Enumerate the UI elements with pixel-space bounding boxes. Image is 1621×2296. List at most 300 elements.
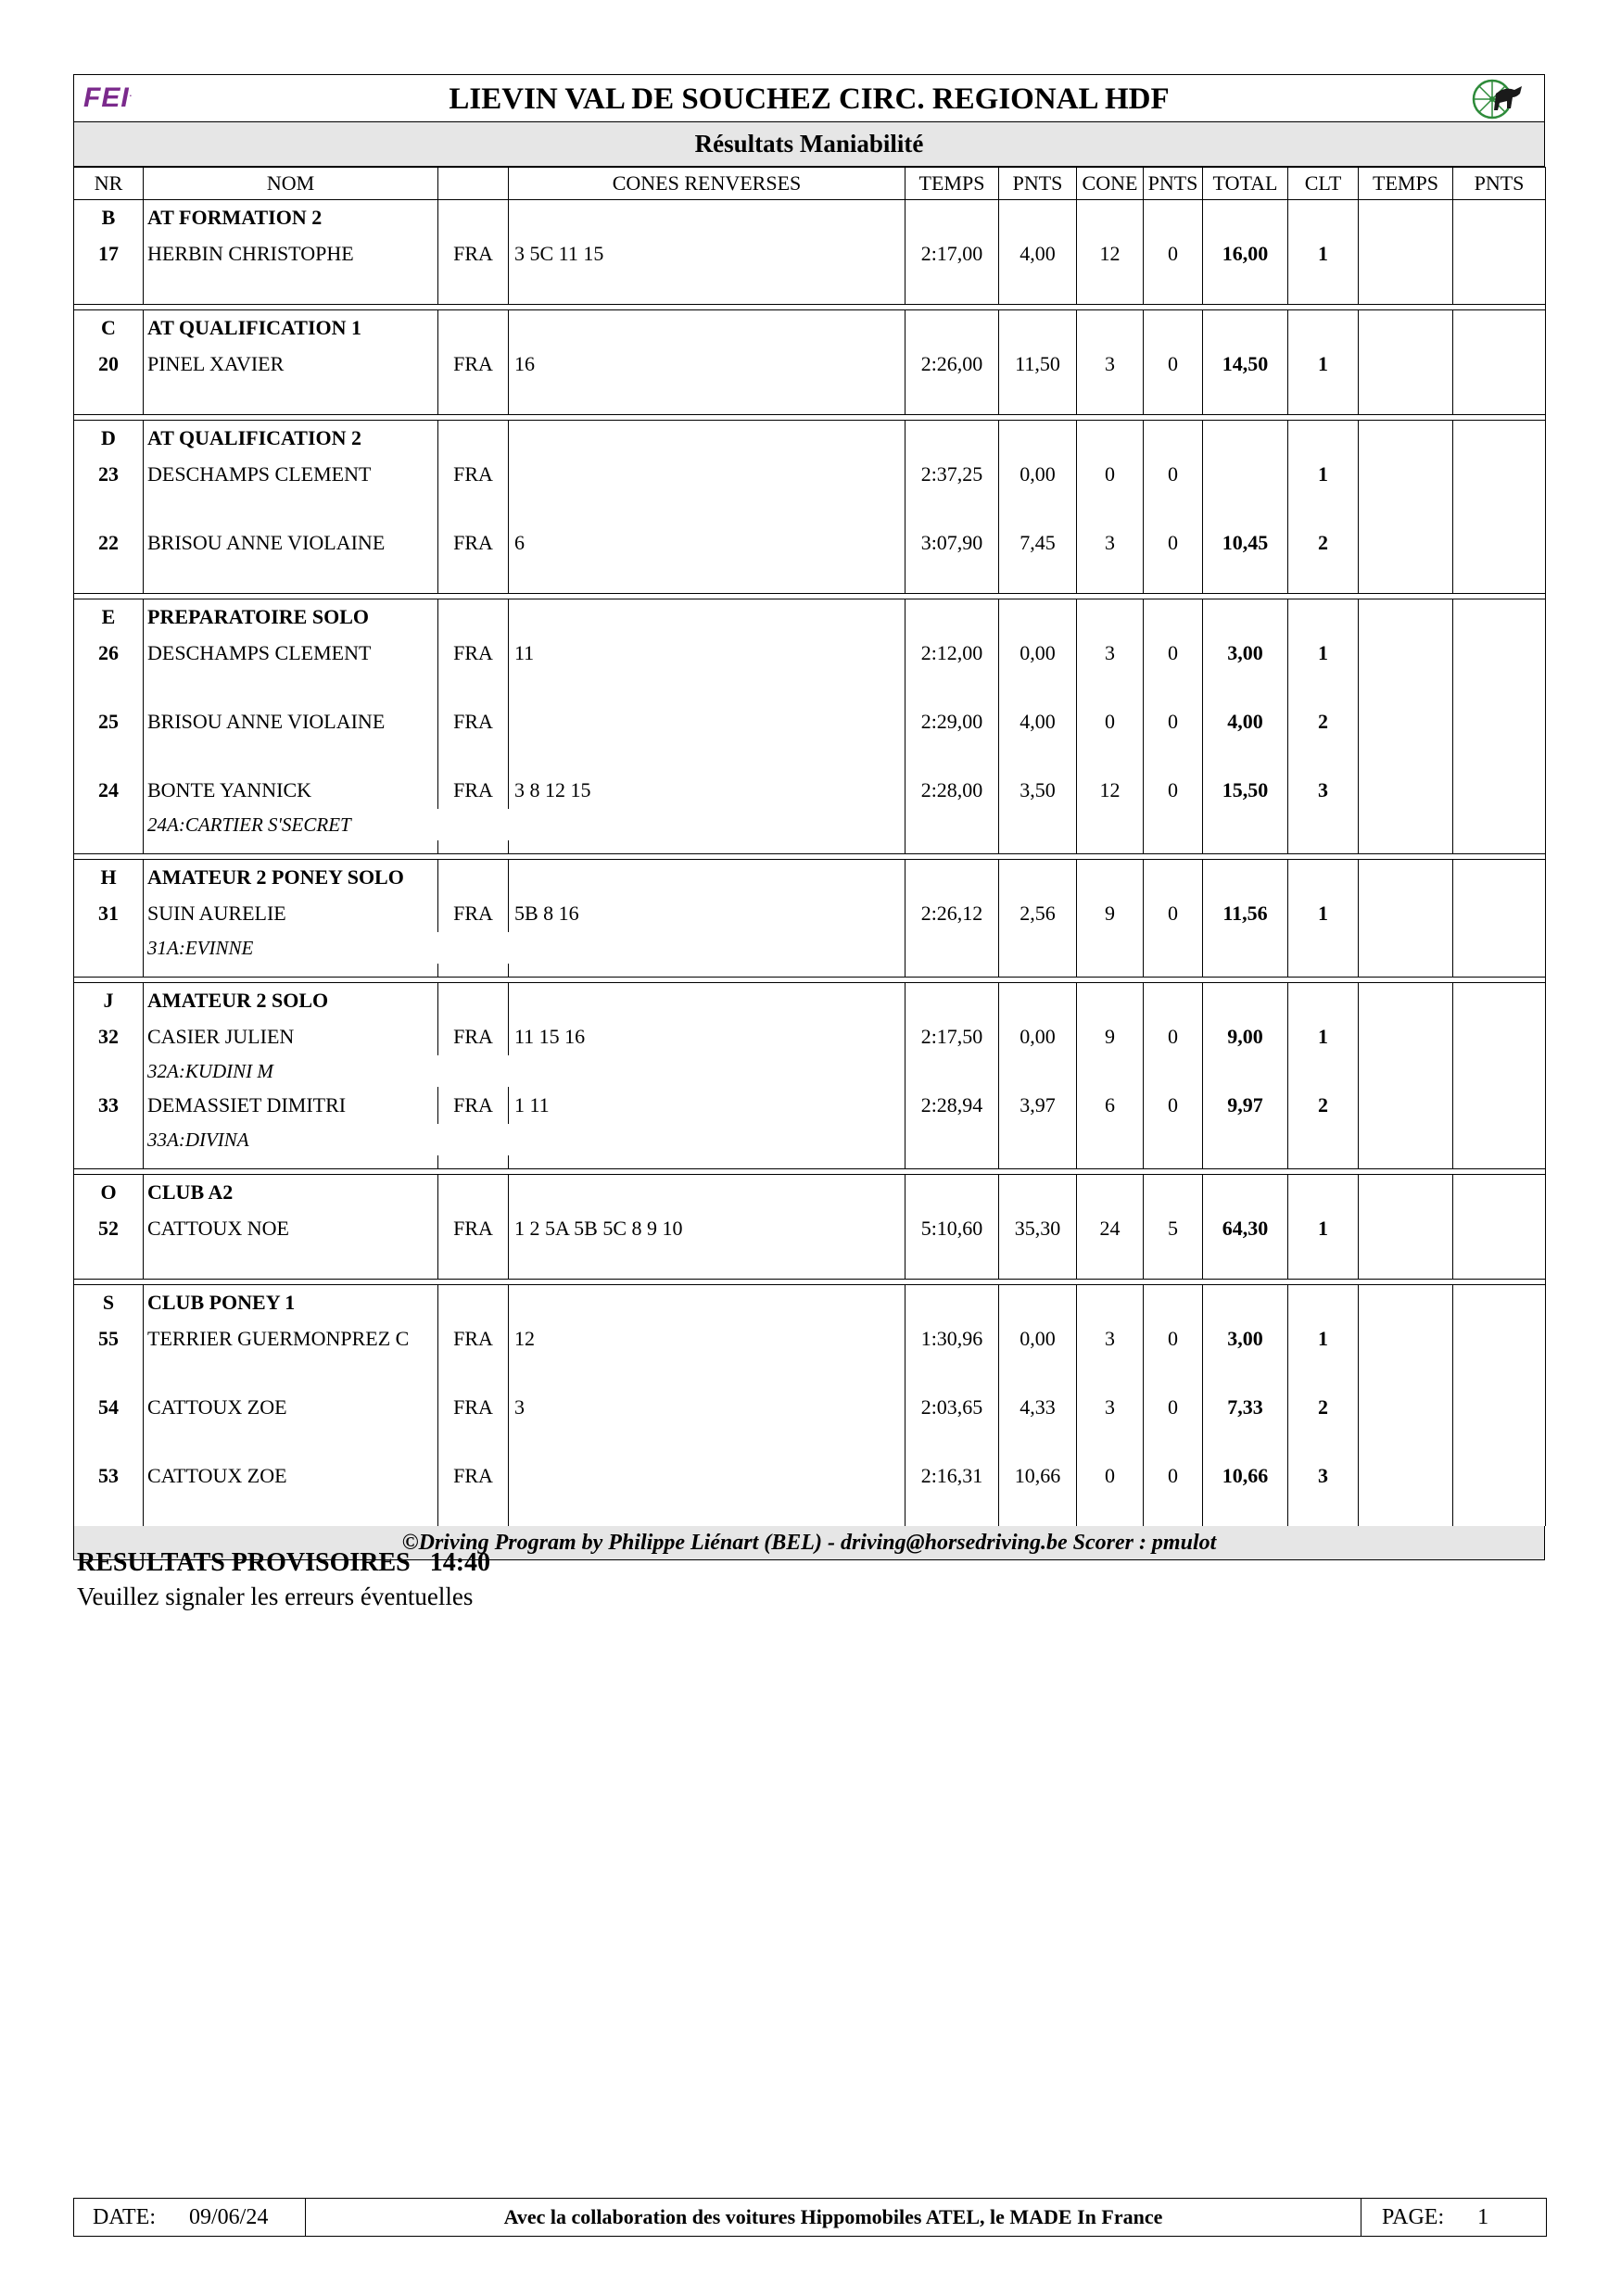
empty-cell [1453, 703, 1546, 740]
empty-cell [1144, 421, 1203, 457]
empty-cell [1359, 672, 1453, 703]
empty-cell [1077, 421, 1144, 457]
empty-cell [999, 1357, 1077, 1389]
table-row [74, 1018, 1546, 1055]
category-code: D [74, 421, 144, 457]
time-points: 10,66 [999, 1457, 1077, 1495]
nationality: FRA [438, 772, 509, 809]
empty-cell [1359, 964, 1453, 978]
cone-count: 6 [1077, 1087, 1144, 1124]
time-points: 3,50 [999, 772, 1077, 809]
time-points: 4,00 [999, 703, 1077, 740]
empty-cell [1288, 1175, 1359, 1211]
competitor-name: CATTOUX ZOE [144, 1457, 438, 1495]
empty-cell [1359, 740, 1453, 772]
time: 5:10,60 [905, 1210, 999, 1247]
empty-cell [1453, 1495, 1546, 1526]
time: 2:29,00 [905, 703, 999, 740]
total-points: 10,45 [1203, 524, 1288, 561]
empty-cell [144, 272, 438, 305]
empty-cell [1203, 1175, 1288, 1211]
empty-cell [1453, 895, 1546, 932]
empty-cell [1077, 860, 1144, 896]
empty-cell [1453, 1285, 1546, 1321]
horse-name: 32A:KUDINI M [144, 1055, 905, 1087]
empty-cell [1077, 1055, 1144, 1087]
spacer-row [74, 1426, 1546, 1457]
total-points: 10,66 [1203, 1457, 1288, 1495]
entry-number: 54 [74, 1389, 144, 1426]
time-points: 2,56 [999, 895, 1077, 932]
empty-cell [905, 1285, 999, 1321]
empty-cell [1288, 1357, 1359, 1389]
cone-points: 0 [1144, 1320, 1203, 1357]
total-points: 9,97 [1203, 1087, 1288, 1124]
empty-cell [1359, 1247, 1453, 1280]
empty-cell [1077, 740, 1144, 772]
empty-cell [999, 1495, 1077, 1526]
group-end-row [74, 964, 1546, 978]
empty-cell [999, 310, 1077, 347]
empty-cell [74, 1426, 144, 1457]
empty-cell [1453, 809, 1546, 840]
empty-cell [1203, 310, 1288, 347]
empty-cell [1453, 421, 1546, 457]
empty-cell [999, 272, 1077, 305]
time: 2:12,00 [905, 635, 999, 672]
cones-knocked [509, 1457, 905, 1495]
category-header [74, 310, 1546, 347]
empty-cell [905, 272, 999, 305]
empty-cell [1453, 932, 1546, 964]
cones-knocked: 12 [509, 1320, 905, 1357]
category-header [74, 860, 1546, 896]
empty-cell [905, 1495, 999, 1526]
empty-cell [1359, 235, 1453, 272]
empty-cell [1453, 740, 1546, 772]
cone-points: 0 [1144, 1389, 1203, 1426]
empty-cell [1144, 672, 1203, 703]
empty-cell [1077, 809, 1144, 840]
empty-cell [1203, 740, 1288, 772]
category-code: J [74, 983, 144, 1019]
empty-cell [1288, 840, 1359, 854]
empty-cell [1203, 1357, 1288, 1389]
category-code: S [74, 1285, 144, 1321]
empty-cell [1359, 524, 1453, 561]
empty-cell [1359, 840, 1453, 854]
empty-cell [438, 740, 509, 772]
time-points: 4,33 [999, 1389, 1077, 1426]
empty-cell [1359, 1320, 1453, 1357]
cone-points: 0 [1144, 1457, 1203, 1495]
empty-cell [1144, 1124, 1203, 1155]
empty-cell [1453, 1457, 1546, 1495]
empty-cell [1203, 932, 1288, 964]
empty-cell [1203, 840, 1288, 854]
col-pnts-2: PNTS [1144, 168, 1203, 200]
empty-cell [1203, 421, 1288, 457]
empty-cell [1203, 1055, 1288, 1087]
time: 2:37,25 [905, 456, 999, 493]
empty-cell [1453, 561, 1546, 594]
empty-cell [438, 421, 509, 457]
competitor-name: PINEL XAVIER [144, 346, 438, 383]
competitor-name: CASIER JULIEN [144, 1018, 438, 1055]
category-code: B [74, 200, 144, 236]
footer-date-value: 09/06/24 [189, 2205, 269, 2229]
empty-cell [1453, 310, 1546, 347]
empty-cell [1453, 1426, 1546, 1457]
category-code: O [74, 1175, 144, 1211]
group-end-row [74, 1155, 1546, 1169]
empty-cell [1077, 1357, 1144, 1389]
empty-cell [1144, 809, 1203, 840]
empty-cell [509, 1155, 905, 1169]
empty-cell [438, 1426, 509, 1457]
table-row [74, 456, 1546, 493]
empty-cell [1288, 1247, 1359, 1280]
empty-cell [1144, 561, 1203, 594]
empty-cell [1359, 383, 1453, 415]
empty-cell [1453, 860, 1546, 896]
time-points: 0,00 [999, 456, 1077, 493]
entry-number: 25 [74, 703, 144, 740]
empty-cell [1288, 983, 1359, 1019]
footer-collaboration: Avec la collaboration des voitures Hippomobiles ATEL, le MADE In France [503, 2205, 1163, 2228]
empty-cell [1359, 635, 1453, 672]
empty-cell [438, 1175, 509, 1211]
time: 2:26,12 [905, 895, 999, 932]
empty-cell [1359, 1285, 1453, 1321]
empty-cell [144, 1155, 438, 1169]
empty-cell [1359, 932, 1453, 964]
cone-points: 0 [1144, 346, 1203, 383]
empty-cell [144, 1247, 438, 1280]
empty-cell [905, 421, 999, 457]
table-row [74, 235, 1546, 272]
empty-cell [1144, 932, 1203, 964]
empty-cell [1288, 809, 1359, 840]
empty-cell [1453, 383, 1546, 415]
empty-cell [1453, 1320, 1546, 1357]
cone-points: 0 [1144, 635, 1203, 672]
empty-cell [1359, 1457, 1453, 1495]
nationality: FRA [438, 895, 509, 932]
empty-cell [438, 964, 509, 978]
category-name: AMATEUR 2 PONEY SOLO [144, 860, 438, 896]
empty-cell [1288, 1055, 1359, 1087]
category-name: AMATEUR 2 SOLO [144, 983, 438, 1019]
competitor-name: BRISOU ANNE VIOLAINE [144, 703, 438, 740]
competitor-name: CATTOUX ZOE [144, 1389, 438, 1426]
total-points: 3,00 [1203, 635, 1288, 672]
empty-cell [999, 983, 1077, 1019]
empty-cell [1077, 1124, 1144, 1155]
category-header [74, 1285, 1546, 1321]
cone-count: 0 [1077, 1457, 1144, 1495]
empty-cell [74, 561, 144, 594]
empty-cell [509, 272, 905, 305]
col-nat [438, 168, 509, 200]
time-points: 35,30 [999, 1210, 1077, 1247]
empty-cell [905, 1055, 999, 1087]
empty-cell [1453, 524, 1546, 561]
provisional-time: 14:40 [429, 1548, 491, 1577]
empty-cell [1359, 1055, 1453, 1087]
fei-logo: FEI. [83, 82, 133, 113]
empty-cell [1077, 1155, 1144, 1169]
competitor-name: BONTE YANNICK [144, 772, 438, 809]
empty-cell [1288, 1155, 1359, 1169]
cone-count: 3 [1077, 1320, 1144, 1357]
table-row [74, 1389, 1546, 1426]
cone-points: 0 [1144, 703, 1203, 740]
empty-cell [144, 561, 438, 594]
empty-cell [905, 383, 999, 415]
empty-cell [509, 1247, 905, 1280]
empty-cell [1288, 740, 1359, 772]
competitor-name: BRISOU ANNE VIOLAINE [144, 524, 438, 561]
credits-bar: ©Driving Program by Philippe Liénart (BEL) - driving@horsedriving.be Scorer : pmulot [73, 1526, 1545, 1560]
ranking: 1 [1288, 1018, 1359, 1055]
empty-cell [1453, 1210, 1546, 1247]
footer-date-label: DATE: [93, 2205, 156, 2229]
cone-count: 9 [1077, 1018, 1144, 1055]
empty-cell [509, 740, 905, 772]
empty-cell [905, 1357, 999, 1389]
empty-cell [438, 983, 509, 1019]
empty-cell [438, 599, 509, 636]
empty-cell [438, 1155, 509, 1169]
category-header [74, 1175, 1546, 1211]
cones-knocked: 1 11 [509, 1087, 905, 1124]
empty-cell [1359, 1389, 1453, 1426]
col-total: TOTAL [1203, 168, 1288, 200]
empty-cell [1453, 1055, 1546, 1087]
empty-cell [1288, 200, 1359, 236]
time: 2:28,94 [905, 1087, 999, 1124]
empty-cell [1288, 932, 1359, 964]
empty-cell [1077, 200, 1144, 236]
empty-cell [1077, 983, 1144, 1019]
category-code: E [74, 599, 144, 636]
empty-cell [74, 1124, 144, 1155]
cones-knocked [509, 456, 905, 493]
horse-row [74, 932, 1546, 964]
empty-cell [1144, 200, 1203, 236]
empty-cell [1144, 599, 1203, 636]
empty-cell [509, 1285, 905, 1321]
spacer-row [74, 740, 1546, 772]
competitor-name: HERBIN CHRISTOPHE [144, 235, 438, 272]
empty-cell [1359, 1426, 1453, 1457]
entry-number: 32 [74, 1018, 144, 1055]
empty-cell [1203, 1155, 1288, 1169]
empty-cell [74, 1495, 144, 1526]
total-points [1203, 456, 1288, 493]
time-points: 0,00 [999, 1320, 1077, 1357]
empty-cell [438, 383, 509, 415]
results-sheet [73, 74, 1545, 1560]
ranking: 1 [1288, 1210, 1359, 1247]
category-name: AT FORMATION 2 [144, 200, 438, 236]
provisional-results [77, 1548, 490, 1578]
empty-cell [509, 672, 905, 703]
empty-cell [1144, 1357, 1203, 1389]
empty-cell [1359, 772, 1453, 809]
empty-cell [74, 809, 144, 840]
empty-cell [1288, 561, 1359, 594]
empty-cell [999, 1124, 1077, 1155]
total-points: 11,56 [1203, 895, 1288, 932]
spacer-row [74, 672, 1546, 703]
table-row [74, 772, 1546, 809]
cones-knocked: 6 [509, 524, 905, 561]
empty-cell [144, 964, 438, 978]
competitor-name: DEMASSIET DIMITRI [144, 1087, 438, 1124]
cones-knocked: 1 2 5A 5B 5C 8 9 10 [509, 1210, 905, 1247]
empty-cell [905, 1426, 999, 1457]
empty-cell [144, 383, 438, 415]
nationality: FRA [438, 703, 509, 740]
empty-cell [1144, 840, 1203, 854]
empty-cell [509, 1175, 905, 1211]
nationality: FRA [438, 1389, 509, 1426]
cones-knocked: 16 [509, 346, 905, 383]
empty-cell [1288, 599, 1359, 636]
empty-cell [905, 840, 999, 854]
empty-cell [1288, 383, 1359, 415]
empty-cell [1359, 895, 1453, 932]
entry-number: 53 [74, 1457, 144, 1495]
nationality: FRA [438, 1018, 509, 1055]
empty-cell [509, 599, 905, 636]
cone-count: 0 [1077, 703, 1144, 740]
footer-page-label: PAGE: [1382, 2205, 1445, 2229]
empty-cell [74, 1155, 144, 1169]
empty-cell [1453, 235, 1546, 272]
page-footer [73, 2198, 1547, 2237]
empty-cell [1077, 1247, 1144, 1280]
cone-count: 0 [1077, 456, 1144, 493]
empty-cell [1203, 860, 1288, 896]
empty-cell [509, 1495, 905, 1526]
nationality: FRA [438, 1210, 509, 1247]
empty-cell [905, 310, 999, 347]
ranking: 3 [1288, 772, 1359, 809]
cone-count: 24 [1077, 1210, 1144, 1247]
table-row [74, 1320, 1546, 1357]
ranking: 1 [1288, 346, 1359, 383]
cone-count: 3 [1077, 524, 1144, 561]
group-end-row [74, 1247, 1546, 1280]
empty-cell [1288, 964, 1359, 978]
empty-cell [74, 493, 144, 524]
total-points: 3,00 [1203, 1320, 1288, 1357]
category-name: PREPARATOIRE SOLO [144, 599, 438, 636]
empty-cell [999, 964, 1077, 978]
empty-cell [905, 1247, 999, 1280]
table-row [74, 635, 1546, 672]
empty-cell [1453, 1087, 1546, 1124]
empty-cell [999, 493, 1077, 524]
empty-cell [1203, 983, 1288, 1019]
empty-cell [1077, 932, 1144, 964]
empty-cell [1359, 421, 1453, 457]
empty-cell [999, 1055, 1077, 1087]
empty-cell [438, 860, 509, 896]
empty-cell [905, 809, 999, 840]
cone-count: 9 [1077, 895, 1144, 932]
cone-points: 0 [1144, 456, 1203, 493]
results-table [73, 167, 1546, 1526]
empty-cell [1144, 1285, 1203, 1321]
time-points: 7,45 [999, 524, 1077, 561]
time-points: 11,50 [999, 346, 1077, 383]
empty-cell [509, 860, 905, 896]
provisional-label: RESULTATS PROVISOIRES [77, 1548, 411, 1577]
empty-cell [999, 932, 1077, 964]
empty-cell [509, 1357, 905, 1389]
empty-cell [1203, 809, 1288, 840]
cones-knocked: 5B 8 16 [509, 895, 905, 932]
empty-cell [1144, 1426, 1203, 1457]
empty-cell [1453, 1018, 1546, 1055]
horse-row [74, 1055, 1546, 1087]
col-clt: CLT [1288, 168, 1359, 200]
empty-cell [1453, 840, 1546, 854]
empty-cell [438, 1495, 509, 1526]
empty-cell [1077, 1175, 1144, 1211]
empty-cell [1288, 1124, 1359, 1155]
total-points: 14,50 [1203, 346, 1288, 383]
empty-cell [1288, 310, 1359, 347]
page-title: LIEVIN VAL DE SOUCHEZ CIRC. REGIONAL HDF [449, 82, 1170, 116]
empty-cell [1453, 635, 1546, 672]
empty-cell [999, 200, 1077, 236]
ranking: 2 [1288, 703, 1359, 740]
empty-cell [1453, 456, 1546, 493]
empty-cell [1359, 809, 1453, 840]
empty-cell [1359, 1124, 1453, 1155]
col-temps-2: TEMPS [1359, 168, 1453, 200]
empty-cell [1288, 860, 1359, 896]
empty-cell [1144, 383, 1203, 415]
empty-cell [509, 383, 905, 415]
empty-cell [999, 1175, 1077, 1211]
entry-number: 17 [74, 235, 144, 272]
empty-cell [1144, 1055, 1203, 1087]
nationality: FRA [438, 635, 509, 672]
category-name: CLUB PONEY 1 [144, 1285, 438, 1321]
time: 2:16,31 [905, 1457, 999, 1495]
total-points: 7,33 [1203, 1389, 1288, 1426]
empty-cell [1453, 599, 1546, 636]
category-header [74, 983, 1546, 1019]
empty-cell [1077, 561, 1144, 594]
empty-cell [1359, 493, 1453, 524]
empty-cell [999, 383, 1077, 415]
empty-cell [999, 672, 1077, 703]
competitor-name: DESCHAMPS CLEMENT [144, 635, 438, 672]
empty-cell [1453, 983, 1546, 1019]
empty-cell [74, 1247, 144, 1280]
results-body [74, 200, 1546, 1527]
empty-cell [1144, 964, 1203, 978]
empty-cell [144, 1426, 438, 1457]
table-row [74, 703, 1546, 740]
